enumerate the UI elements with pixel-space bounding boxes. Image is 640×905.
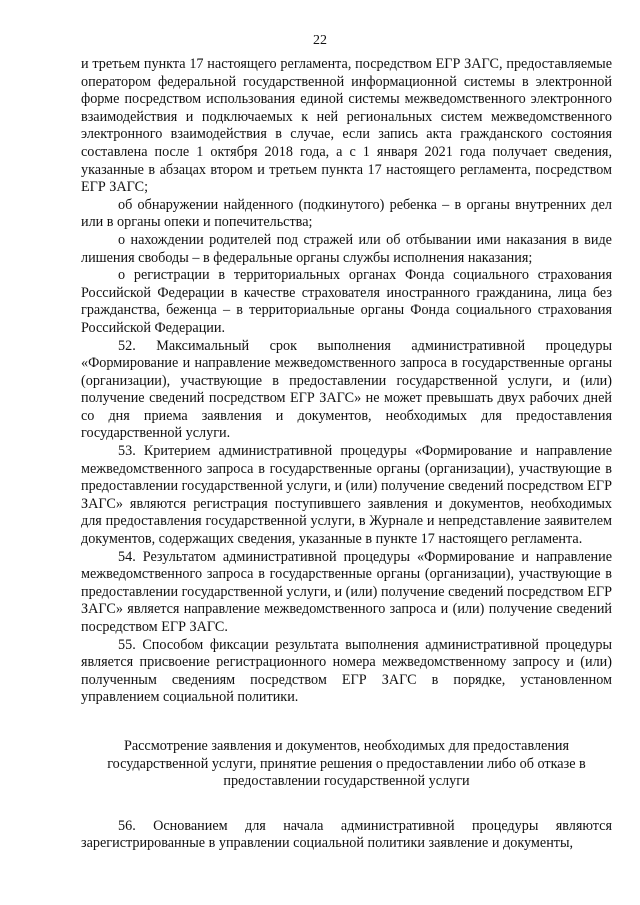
paragraph-55: 55. Способом фиксации результата выполнения административной процедуры является присвоение регистрационного номера межведомственному запросу и (или) полученным сведениям посредством ЕГР ЗАГС в порядке, установленном управлением социальной политики. <box>81 636 612 706</box>
paragraph-54: 54. Результатом административной процедуры «Формирование и направление межведомственного запроса в государственные органы (организации), участвующие в предоставлении государственной услуги, и (или) получение сведений посредством ЕГР ЗАГС» является направление межведомственного запроса и (или) получение сведений посредством ЕГР ЗАГС. <box>81 548 612 635</box>
section-heading: Рассмотрение заявления и документов, необходимых для предоставления государственной услуги, принятие решения о предоставлении либо об отказе в предоставлении государственной услуги <box>107 737 586 790</box>
page-number: 22 <box>313 33 327 48</box>
paragraph-parents-custody: о нахождении родителей под стражей или об отбывании ими наказания в виде лишения свободы – в федеральные органы службы исполнения наказания; <box>81 231 612 266</box>
paragraph-53: 53. Критерием административной процедуры «Формирование и направление межведомственного запроса в государственные органы (организации), участвующие в предоставлении государственной услуги, и (или) получение сведений посредством ЕГР ЗАГС» являются регистрация поступившего заявления и документов, необходимых для предоставления государственной услуги, в Журнале и непредставление заявителем документов, содержащих сведения, указанные в пункте 17 настоящего регламента. <box>81 443 612 548</box>
paragraph-56: 56. Основанием для начала административной процедуры являются зарегистрированные в управлении социальной политики заявление и документы, <box>81 817 612 852</box>
paragraph-continuation: и третьем пункта 17 настоящего регламента, посредством ЕГР ЗАГС, предоставляемые оператором федеральной государственной информационной системы в электронной форме посредством использования единой системы межведомственного электронного взаимодействия и подключаемых к ней региональных систем межведомственного электронного взаимодействия в случае, если запись акта гражданского состояния составлена после 1 октября 2018 года, а с 1 января 2021 года получает сведения, указанные в абзацах втором и третьем пункта 17 настоящего регламента, посредством ЕГР ЗАГС; <box>81 56 612 196</box>
paragraph-social-insurance: о регистрации в территориальных органах Фонда социального страхования Российской Федерации в качестве страхователя иностранного гражданина, лица без гражданства, беженца – в территориальные органы Фонда социального страхования Российской Федерации. <box>81 267 612 336</box>
paragraph-52: 52. Максимальный срок выполнения административной процедуры «Формирование и направление межведомственного запроса в государственные органы (организации), участвующие в предоставлении государственной услуги, и (или) получение сведений посредством ЕГР ЗАГС» не может превышать двух рабочих дней со дня приема заявления и документов, необходимых для предоставления государственной услуги. <box>81 337 612 442</box>
document-body <box>81 56 612 853</box>
paragraph-found-child: об обнаружении найденного (подкинутого) ребенка – в органы внутренних дел или в органы опеки и попечительства; <box>81 196 612 231</box>
